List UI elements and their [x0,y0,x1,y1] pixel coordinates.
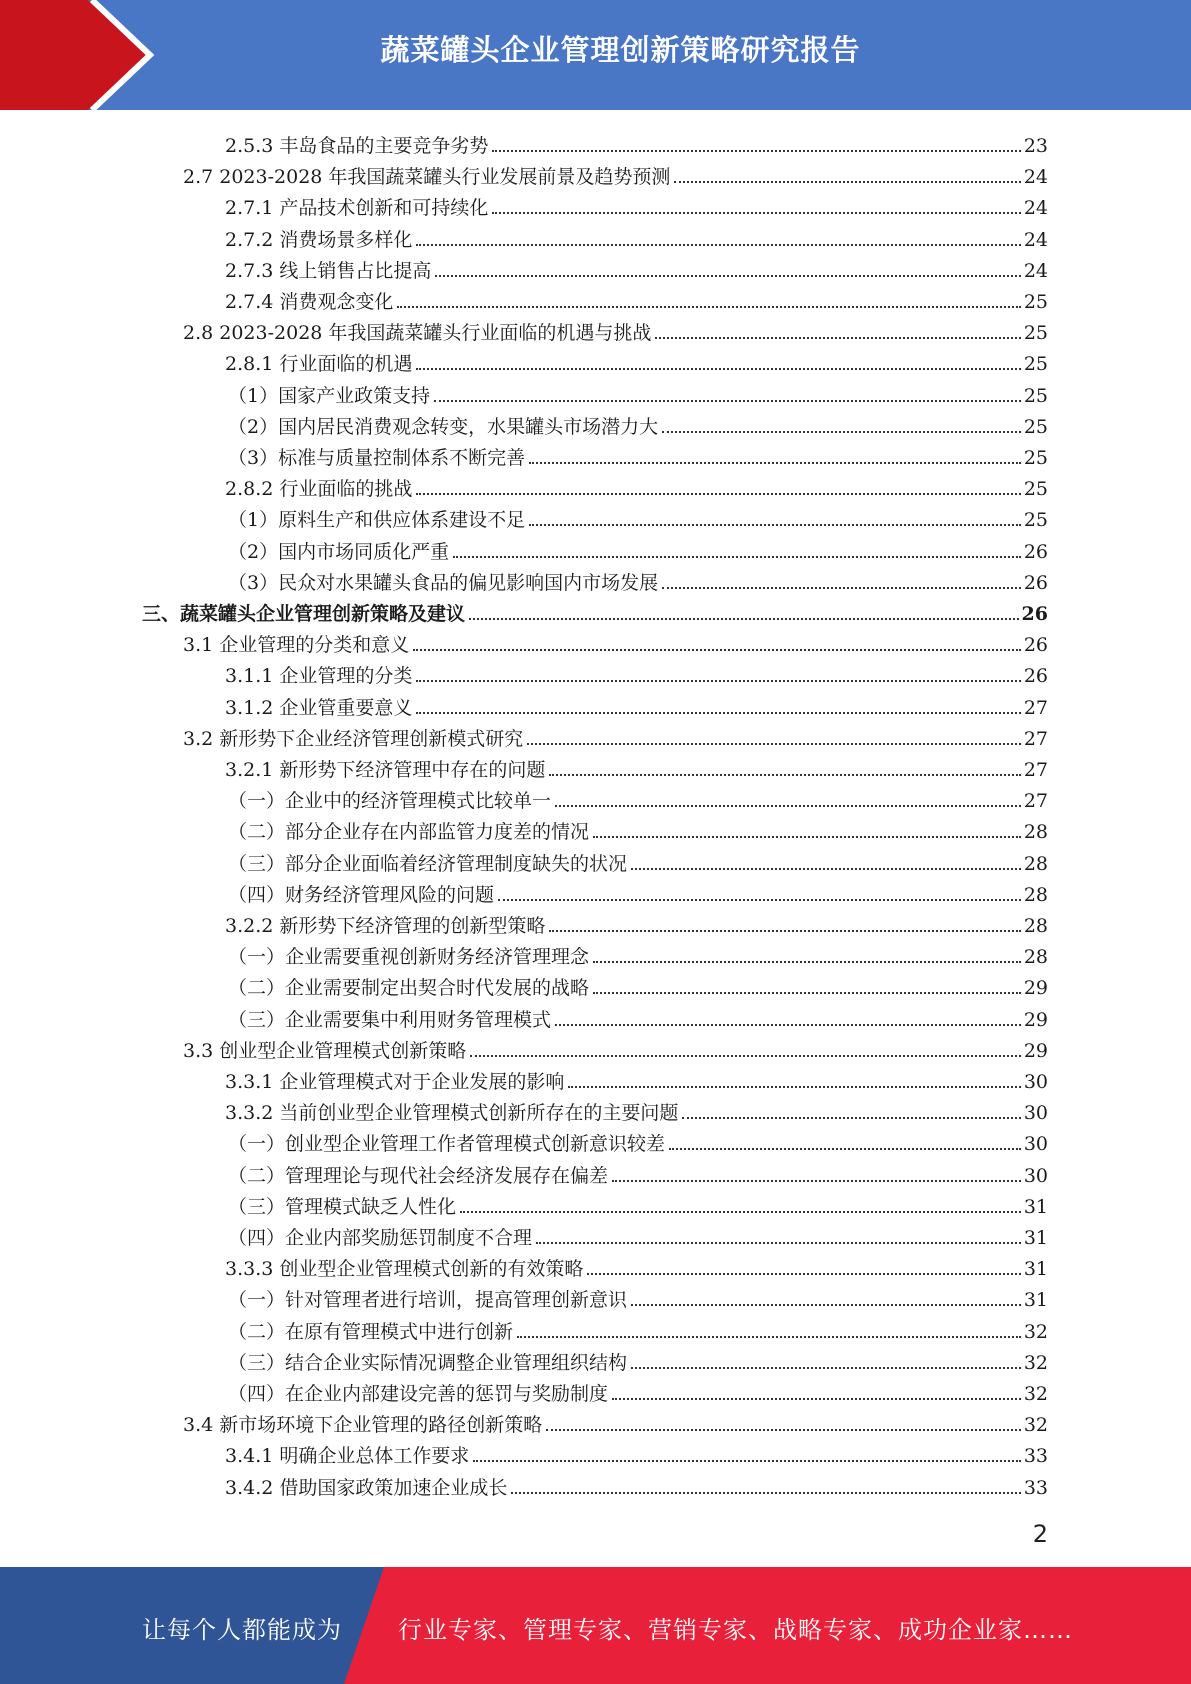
toc-entry-page: 32 [1023,1383,1048,1405]
toc-entry[interactable] [225,751,1048,782]
toc-entry[interactable] [183,1032,1048,1063]
toc-entry-label: 3.3.1 企业管理模式对于企业发展的影响 [225,1071,565,1093]
toc-entry-label: 3.4.1 明确企业总体工作要求 [225,1445,470,1468]
toc-entry-label: 2.7.4 消费观念变化 [225,291,394,313]
toc-dot-leader [529,462,1021,464]
toc-entry-page: 26 [1023,665,1048,688]
toc-entry-page: 32 [1023,1351,1048,1374]
toc-dot-leader [536,1242,1021,1244]
toc-entry[interactable] [228,564,1048,595]
toc-entry-label: （3）民众对水果罐头食品的偏见影响国内市场发展 [228,571,659,594]
toc-entry[interactable] [183,626,1048,657]
toc-entry[interactable] [225,221,1048,252]
toc-dot-leader [631,1304,1021,1306]
toc-entry[interactable] [183,1406,1048,1437]
toc-entry-page: 24 [1023,259,1048,282]
page-number: 2 [1032,1520,1048,1548]
toc-entry-page: 29 [1023,1039,1048,1062]
toc-entry-page: 25 [1023,509,1048,532]
toc-entry[interactable] [228,1375,1048,1406]
toc-entry-page: 29 [1023,977,1048,1000]
toc-dot-leader [397,306,1020,308]
page-header [0,0,1191,110]
toc-dot-leader [435,275,1020,277]
toc-dot-leader [593,836,1021,838]
toc-entry[interactable] [228,1157,1048,1188]
toc-entry[interactable] [228,969,1048,1000]
toc-dot-leader [413,649,1021,651]
toc-dot-leader [529,524,1021,526]
document-title: 蔬菜罐头企业管理创新策略研究报告 [380,33,861,67]
toc-entry-page: 25 [1023,353,1048,376]
toc-entry[interactable] [183,314,1048,345]
toc-entry-page: 25 [1023,291,1048,313]
toc-dot-leader [674,181,1020,183]
toc-entry[interactable] [228,845,1048,876]
toc-entry[interactable] [225,1469,1048,1500]
toc-entry-label: （三）部分企业面临着经济管理制度缺失的状况 [228,852,628,875]
toc-dot-leader [549,774,1020,776]
page-footer [0,1567,1191,1684]
toc-entry-page: 24 [1023,166,1048,189]
toc-entry[interactable] [225,1063,1048,1094]
toc-dot-leader [555,1024,1021,1026]
toc-entry-page: 23 [1023,135,1048,157]
toc-dot-leader [527,743,1021,745]
toc-dot-leader [682,1117,1020,1119]
toc-entry[interactable] [225,907,1048,938]
toc-entry-page: 26 [1023,571,1048,594]
toc-entry-label: （1）国家产业政策支持 [228,384,431,407]
toc-dot-leader [416,493,1020,495]
toc-entry-label: （一）企业需要重视创新财务经济管理理念 [228,946,590,969]
toc-entry[interactable] [225,345,1048,376]
toc-entry-page: 24 [1023,228,1048,251]
toc-entry-label: （四）财务经济管理风险的问题 [228,883,495,906]
toc-entry-page: 28 [1023,883,1048,906]
toc-entry-page: 33 [1023,1445,1048,1468]
toc-entry-label: （一）企业中的经济管理模式比较单一 [228,790,552,813]
toc-entry[interactable] [225,1094,1048,1125]
toc-entry[interactable] [225,283,1048,314]
toc-entry-label: 2.8 2023-2028 年我国蔬菜罐头行业面临的机遇与挑战 [183,322,652,345]
toc-dot-leader [593,992,1021,994]
toc-entry-page: 26 [1023,634,1048,657]
toc-dot-leader [669,1148,1021,1150]
toc-entry[interactable] [228,1001,1048,1032]
toc-entry[interactable] [225,252,1048,283]
toc-entry-label: 2.8.1 行业面临的机遇 [225,353,413,376]
toc-entry[interactable] [225,470,1048,501]
toc-entry-label: 2.7.3 线上销售占比提高 [225,259,432,282]
toc-dot-leader [662,431,1021,433]
toc-entry[interactable] [228,938,1048,969]
toc-entry-label: 3.1 企业管理的分类和意义 [183,634,410,657]
toc-entry[interactable] [228,782,1048,813]
toc-dot-leader [498,899,1021,901]
toc-entry-label: （三）企业需要集中利用财务管理模式 [228,1008,552,1031]
toc-entry-label: （2）国内市场同质化严重 [228,540,450,563]
toc-dot-leader [593,961,1021,963]
toc-entry[interactable] [228,377,1048,408]
toc-dot-leader [549,930,1020,932]
footer-slogan-left: 让每个人都能成为 [142,1616,342,1644]
toc-dot-leader [460,1211,1021,1213]
toc-entry-label: （二）在原有管理模式中进行创新 [228,1320,514,1343]
toc-entry-label: （3）标准与质量控制体系不断完善 [228,447,526,469]
toc-dot-leader [469,618,1019,620]
toc-entry[interactable] [225,689,1048,720]
toc-entry-page: 29 [1023,1008,1048,1031]
toc-dot-leader [511,1492,1020,1494]
toc-entry[interactable] [183,720,1048,751]
toc-entry-page: 32 [1023,1414,1048,1437]
toc-entry-label: 2.7.2 消费场景多样化 [225,228,413,251]
toc-entry-label: 三、蔬菜罐头企业管理创新策略及建议 [142,603,466,625]
toc-entry-label: 3.2.1 新形势下经济管理中存在的问题 [225,759,546,781]
toc-entry[interactable] [228,1281,1048,1312]
toc-entry-label: （1）原料生产和供应体系建设不足 [228,509,526,532]
toc-entry-page: 31 [1023,1258,1048,1281]
toc-entry-page: 25 [1023,478,1048,501]
toc-entry[interactable] [183,158,1048,189]
toc-entry[interactable] [225,189,1048,220]
toc-entry-page: 31 [1023,1227,1048,1249]
footer-slogan-right: 行业专家、管理专家、营销专家、战略专家、成功企业家…… [398,1616,1073,1644]
toc-dot-leader [473,1460,1020,1462]
toc-entry-label: （三）管理模式缺乏人性化 [228,1195,457,1218]
toc-entry[interactable] [228,876,1048,907]
toc-dot-leader [631,1367,1021,1369]
toc-entry-label: （二）部分企业存在内部监管力度差的情况 [228,821,590,844]
toc-entry[interactable] [228,439,1048,470]
toc-entry[interactable] [228,1188,1048,1219]
toc-dot-leader [470,1055,1021,1057]
toc-entry-label: （二）管理理论与现代社会经济发展存在偏差 [228,1164,609,1187]
toc-entry-label: 3.1.1 企业管理的分类 [225,665,413,688]
toc-dot-leader [492,150,1020,152]
toc-entry-label: （一）创业型企业管理工作者管理模式创新意识较差 [228,1133,666,1156]
toc-dot-leader [612,1398,1021,1400]
toc-entry[interactable] [225,1437,1048,1468]
toc-entry-label: 2.7 2023-2028 年我国蔬菜罐头行业发展前景及趋势预测 [183,166,671,189]
toc-entry-label: 2.7.1 产品技术创新和可持续化 [225,197,489,220]
toc-dot-leader [453,556,1021,558]
toc-entry[interactable] [225,1250,1048,1281]
toc-entry-label: （二）企业需要制定出契合时代发展的战略 [228,977,590,1000]
toc-entry-page: 28 [1023,915,1048,937]
toc-dot-leader [555,805,1021,807]
toc-dot-leader [568,1086,1020,1088]
toc-dot-leader [416,244,1020,246]
toc-entry[interactable] [228,1219,1048,1250]
toc-entry-page: 26 [1021,603,1048,625]
toc-entry-page: 28 [1023,852,1048,875]
toc-entry-label: 2.5.3 丰岛食品的主要竞争劣势 [225,135,489,157]
toc-entry-page: 32 [1023,1320,1048,1343]
toc-entry-label: 3.2 新形势下企业经济管理创新模式研究 [183,727,524,750]
toc-entry-page: 24 [1023,197,1048,220]
toc-entry-page: 30 [1023,1164,1048,1187]
toc-entry-label: 3.3 创业型企业管理模式创新策略 [183,1039,467,1062]
toc-entry-page: 27 [1023,727,1048,750]
toc-entry-page: 27 [1023,759,1048,781]
toc-entry[interactable] [142,595,1048,626]
toc-entry-label: 3.4.2 借助国家政策加速企业成长 [225,1476,508,1499]
toc-entry-page: 31 [1023,1289,1048,1312]
toc-entry-page: 28 [1023,946,1048,969]
toc-entry-page: 30 [1023,1071,1048,1093]
toc-entry-page: 30 [1023,1133,1048,1156]
toc-dot-leader [662,587,1021,589]
toc-entry-page: 30 [1023,1102,1048,1125]
toc-entry-label: 3.1.2 企业管重要意义 [225,696,413,719]
toc-entry-page: 27 [1023,696,1048,719]
toc-entry-page: 31 [1023,1195,1048,1218]
toc-dot-leader [612,1180,1021,1182]
toc-entry-page: 33 [1023,1476,1048,1499]
toc-entry[interactable] [228,1344,1048,1375]
toc-entry[interactable] [228,1313,1048,1344]
toc-dot-leader [434,400,1021,402]
toc-dot-leader [492,212,1020,214]
toc-entry-page: 25 [1023,384,1048,407]
toc-entry-page: 27 [1023,790,1048,813]
toc-entry-page: 25 [1023,415,1048,438]
toc-entry-label: （三）结合企业实际情况调整企业管理组织结构 [228,1351,628,1374]
toc-entry-label: 3.2.2 新形势下经济管理的创新型策略 [225,915,546,937]
toc-entry[interactable] [228,408,1048,439]
toc-dot-leader [416,680,1020,682]
toc-entry[interactable] [228,1125,1048,1156]
toc-entry-label: 3.3.2 当前创业型企业管理模式创新所存在的主要问题 [225,1102,679,1125]
toc-dot-leader [517,1336,1021,1338]
toc-dot-leader [416,368,1020,370]
toc-dot-leader [416,712,1020,714]
toc-entry-label: 3.3.3 创业型企业管理模式创新的有效策略 [225,1258,584,1281]
toc-dot-leader [587,1273,1020,1275]
toc-entry-page: 28 [1023,821,1048,844]
toc-dot-leader [546,1429,1021,1431]
toc-entry[interactable] [225,657,1048,688]
toc-entry-label: （四）在企业内部建设完善的惩罚与奖励制度 [228,1383,609,1405]
toc-entry[interactable] [228,533,1048,564]
toc-entry[interactable] [228,501,1048,532]
toc-entry-label: （一）针对管理者进行培训，提高管理创新意识 [228,1289,628,1312]
toc-dot-leader [631,868,1021,870]
toc-entry-label: （2）国内居民消费观念转变，水果罐头市场潜力大 [228,415,659,438]
toc-entry-label: 3.4 新市场环境下企业管理的路径创新策略 [183,1414,543,1437]
toc-entry-page: 25 [1023,322,1048,345]
toc-entry[interactable] [228,813,1048,844]
toc-entry[interactable] [225,127,1048,158]
toc-entry-label: （四）企业内部奖励惩罚制度不合理 [228,1227,533,1249]
toc-entry-label: 2.8.2 行业面临的挑战 [225,478,413,501]
toc-entry-page: 26 [1023,540,1048,563]
toc-dot-leader [655,337,1020,339]
toc-entry-page: 25 [1023,447,1048,469]
